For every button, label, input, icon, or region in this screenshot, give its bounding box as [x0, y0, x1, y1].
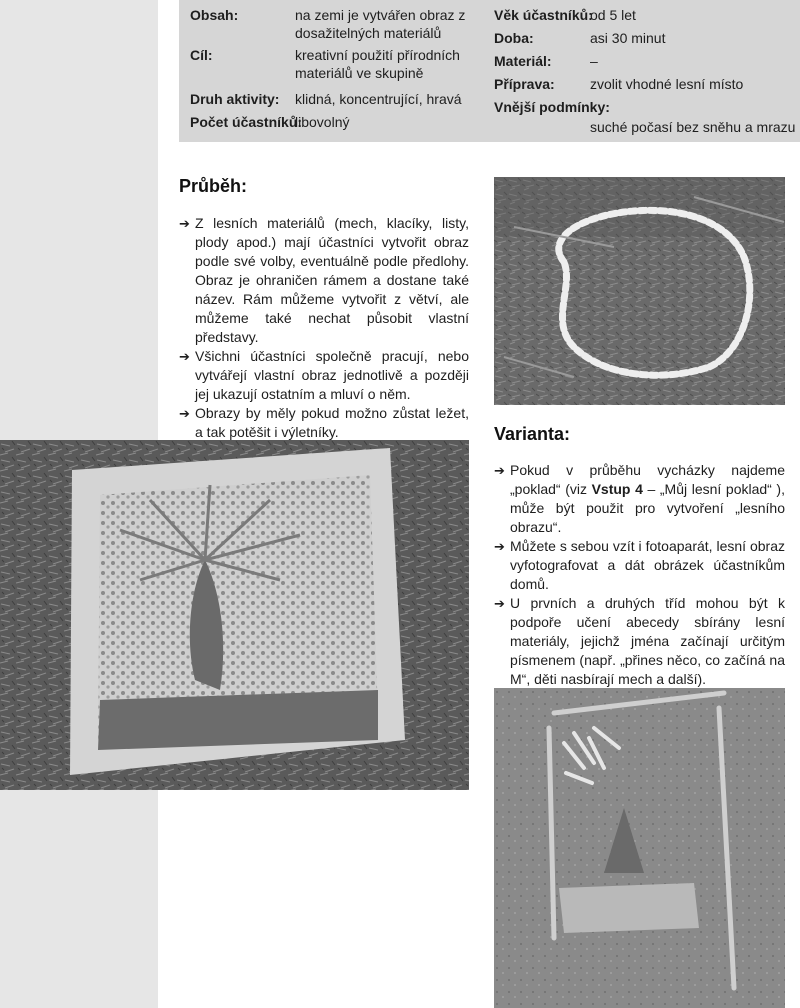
info-value-podminky: suché počasí bez sněhu a mrazu: [590, 119, 796, 135]
arrow-right-icon: ➔: [494, 463, 505, 478]
info-label-druh: Druh aktivity:: [190, 91, 280, 107]
photo-stick-frame: [494, 688, 785, 1008]
info-label-cil: Cíl:: [190, 47, 213, 63]
arrow-right-icon: ➔: [179, 406, 190, 421]
info-value-vek: od 5 let: [590, 7, 636, 23]
activity-info-table: [179, 0, 800, 142]
list-item: ➔ U prvních a druhých tříd mohou být k podpoře učení abecedy sbírány lesní materiály, jejichž jména začínají určitým písmenem (např. „přines něco, co začíná na M“, děti nasbírají mech a další).: [494, 595, 785, 687]
info-value-doba: asi 30 minut: [590, 30, 666, 46]
info-label-pocet: Počet účastníků:: [190, 114, 303, 130]
list-item: ➔ Z lesních materiálů (mech, klacíky, listy, plody apod.) mají účastníci vytvořit obraz podle své volby, eventuálně podle předlohy. Obraz je ohraničen rámem a dostane také název. Rám můžeme vytvořit z větví, ale můžeme také nechat působit vlastní představy.: [179, 215, 469, 345]
info-label-podminky: Vnější podmínky:: [494, 99, 610, 115]
info-label-doba: Doba:: [494, 30, 534, 46]
info-value-druh: klidná, koncentrující, hravá: [295, 91, 462, 107]
arrow-right-icon: ➔: [179, 216, 190, 231]
info-label-priprava: Příprava:: [494, 76, 555, 92]
info-label-obsah: Obsah:: [190, 7, 239, 23]
list-item: ➔ Můžete s sebou vzít i fotoaparát, lesní obraz vyfotografovat a dát obrázek účastníkům domů.: [494, 538, 785, 592]
info-value-obsah: na zemi je vytvářen obraz z dosažitelných materiálů: [295, 7, 466, 41]
arrow-right-icon: ➔: [494, 539, 505, 554]
section-heading-varianta: Varianta:: [494, 424, 571, 444]
section-heading-prubeh: Průběh:: [179, 176, 248, 196]
info-value-material: –: [590, 53, 598, 69]
list-item: ➔ Všichni účastníci společně pracují, nebo vytvářejí vlastní obraz jednotlivě a později jej ukazují ostatním a mluví o něm.: [179, 348, 469, 402]
prubeh-list: [179, 214, 469, 442]
info-label-vek: Věk účastníků:: [494, 7, 593, 23]
info-value-cil: kreativní použití přírodních materiálů ve skupině: [295, 47, 460, 81]
arrow-right-icon: ➔: [179, 349, 190, 364]
photo-stone-circle: [494, 177, 785, 405]
photo-cloth-forest-picture: [0, 440, 469, 790]
info-value-pocet: libovolný: [295, 114, 350, 130]
arrow-right-icon: ➔: [494, 596, 505, 611]
list-item: ➔ Pokud v průběhu vycházky najdeme „poklad“ (viz Vstup 4 – „Můj lesní poklad“ ), může být použit pro vytvoření „lesního obrazu“.: [494, 462, 785, 535]
info-value-priprava: zvolit vhodné lesní místo: [590, 76, 744, 92]
list-item: ➔ Obrazy by měly pokud možno zůstat ležet, a tak potěšit i výletníky.: [179, 405, 469, 440]
info-label-material: Materiál:: [494, 53, 552, 69]
